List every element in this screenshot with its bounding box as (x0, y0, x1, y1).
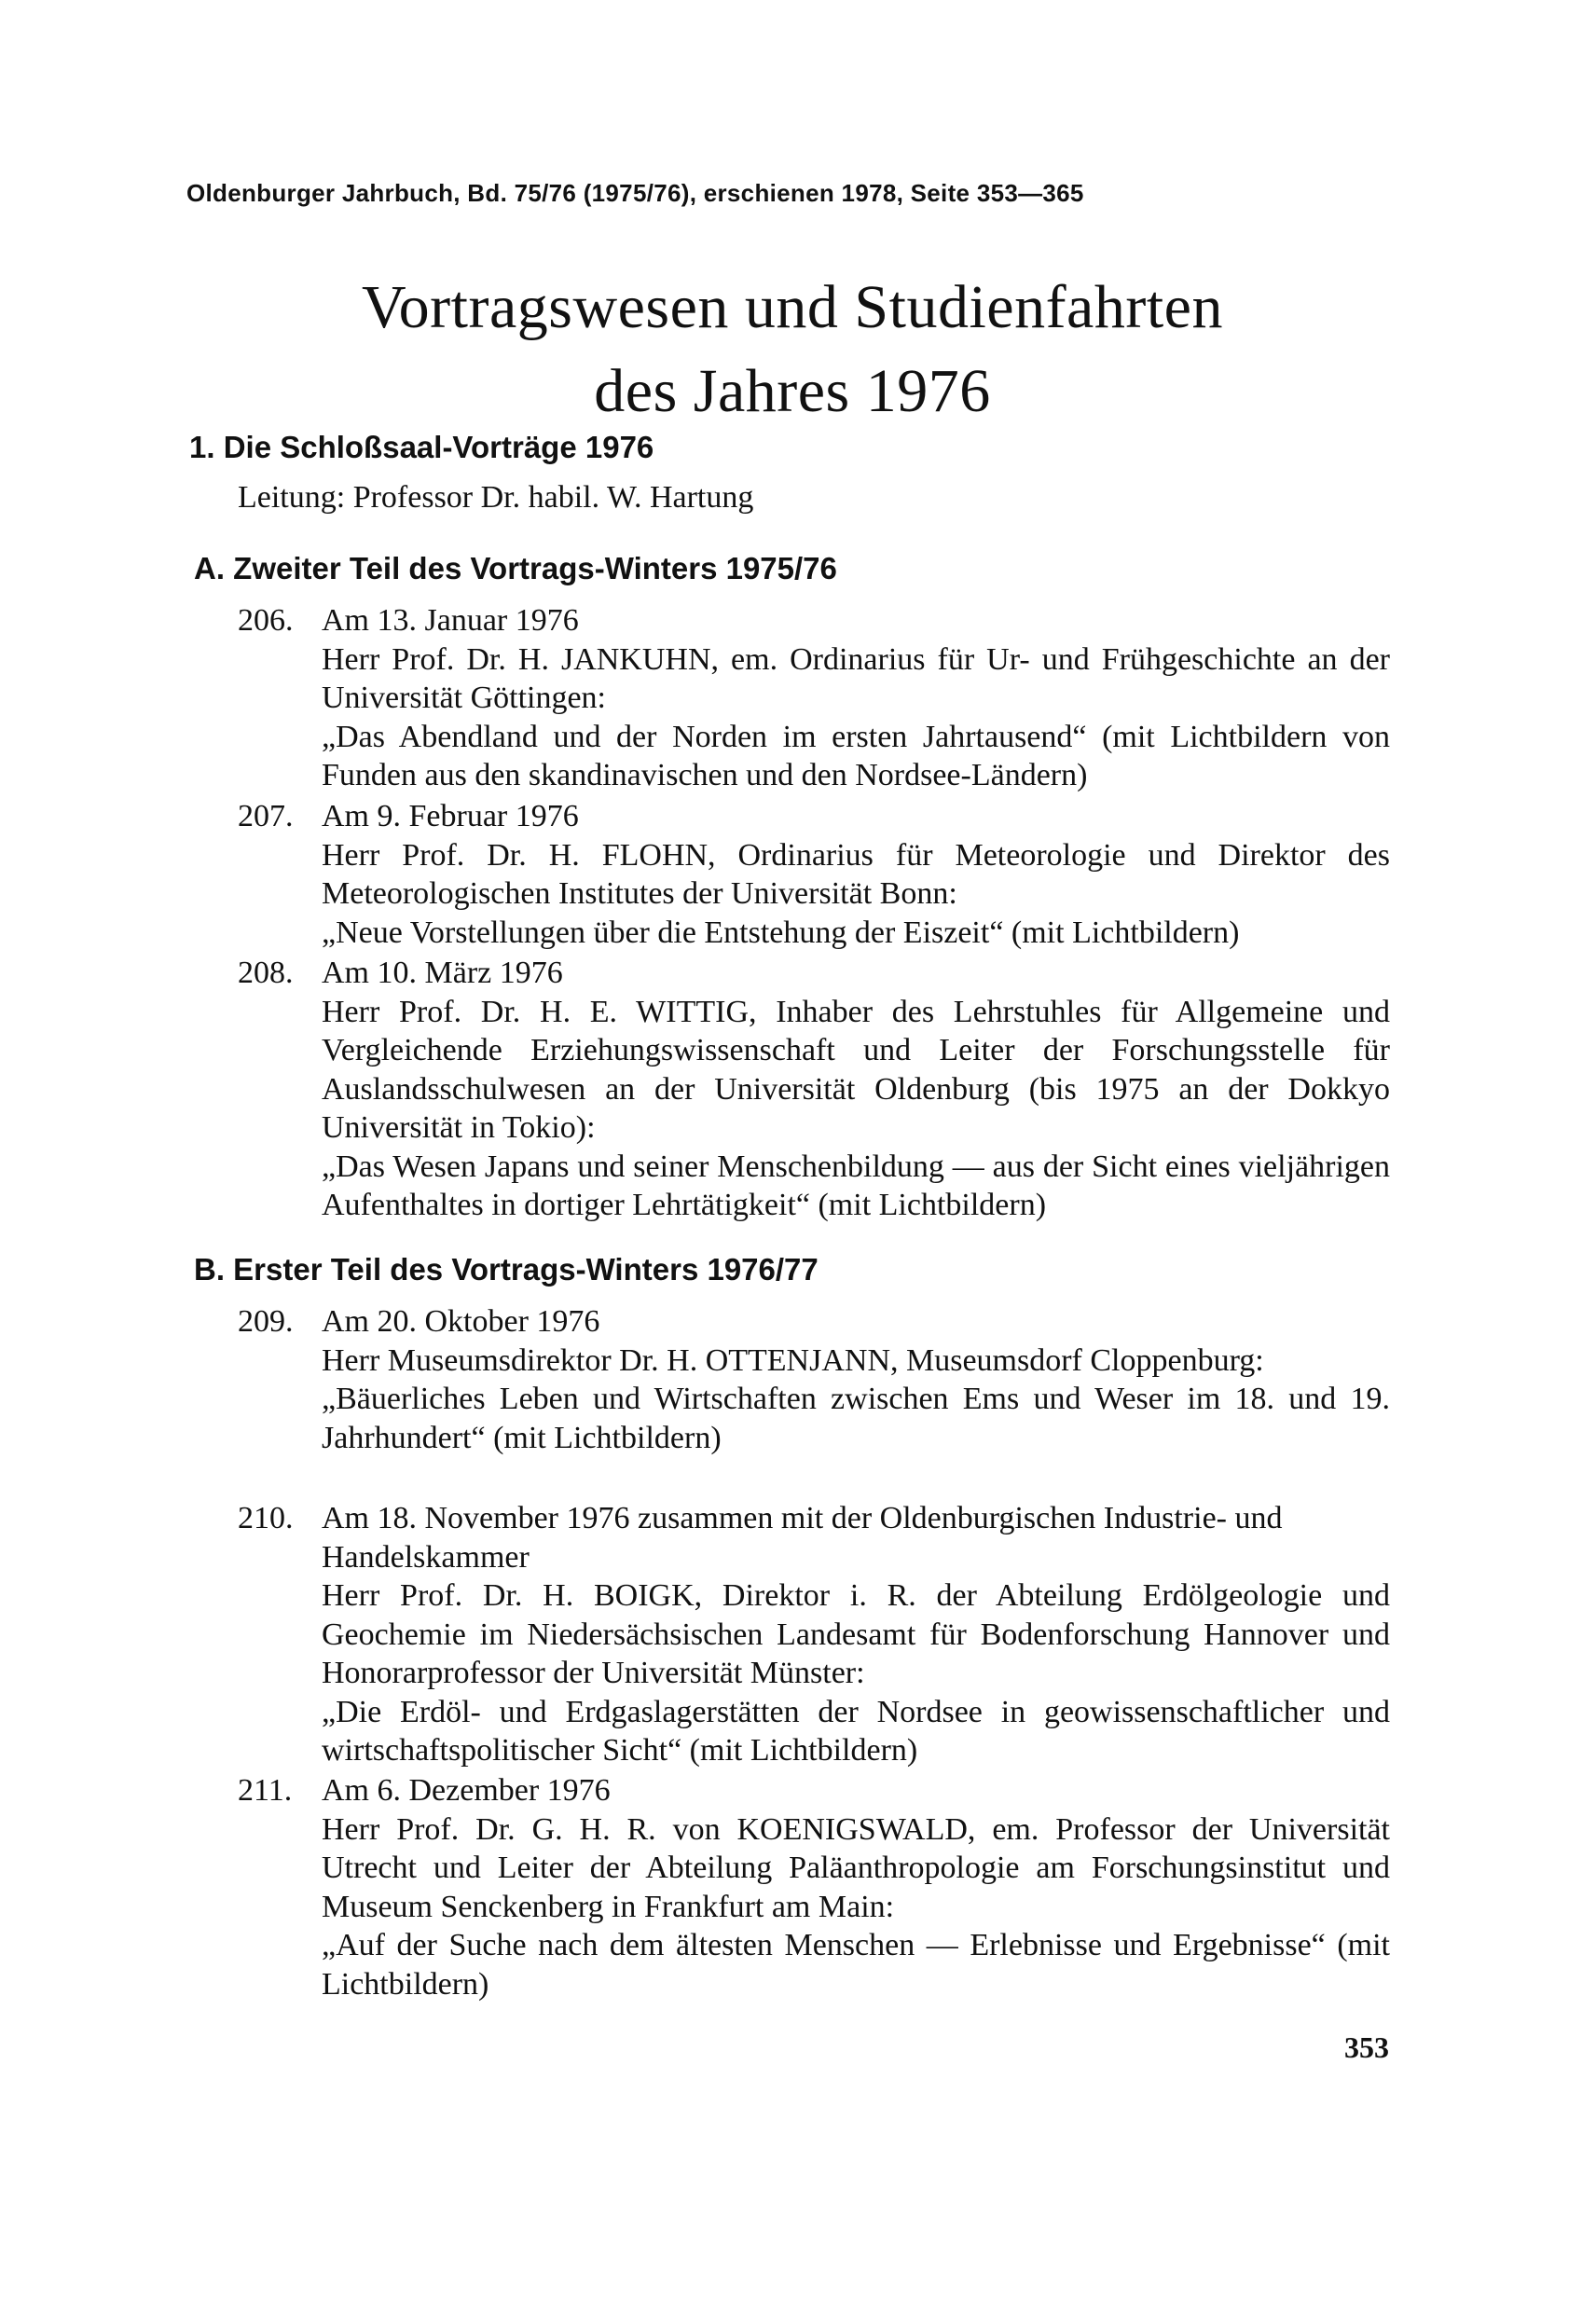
entry-lecture: „Neue Vorstellungen über die Entstehung der Eiszeit“ (mit Lichtbildern) (322, 915, 1240, 950)
entry-speaker: Herr Prof. Dr. H. FLOHN, Ordinarius für Meteorologie und Direktor des Meteorologischen Institutes der Universität Bonn: (322, 837, 1390, 911)
entry-speaker: Herr Prof. Dr. H. E. WITTIG, Inhaber des Lehrstuhles für Allgemeine und Vergleichende Erziehungswissenschaft und Leiter der Forschungsstelle für Auslandsschulwesen an der Universität Oldenburg (bis 1975 an der Dokkyo Universität in Tokio): (322, 994, 1390, 1145)
title-line-2: des Jahres 1976 (594, 357, 991, 425)
entry-lecture: „Bäuerliches Leben und Wirtschaften zwischen Ems und Weser im 18. und 19. Jahrhundert“ (mit Lichtbildern) (322, 1382, 1390, 1455)
entry-number: 211. (238, 1773, 293, 1808)
page-number: 353 (1344, 2030, 1389, 2064)
section-heading-b: B. Erster Teil des Vortrags-Winters 1976/77 (194, 1252, 819, 1287)
lecture-entry-208 (238, 954, 1390, 1225)
entry-speaker: Herr Prof. Dr. G. H. R. von KOENIGSWALD, em. Professor der Universität Utrecht und Leiter der Abteilung Paläanthropologie am Forschungsinstitut und Museum Senckenberg in Frankfurt am Main: (322, 1811, 1390, 1924)
entry-lecture: „Das Wesen Japans und seiner Menschenbildung — aus der Sicht eines vieljährigen Aufenthaltes in dortiger Lehrtätigkeit“ (mit Lichtbildern) (322, 1149, 1390, 1222)
entry-speaker: Herr Prof. Dr. H. JANKUHN, em. Ordinarius für Ur- und Frühgeschichte an der Universität Göttingen: (322, 641, 1390, 715)
entry-date: Am 18. November 1976 zusammen mit der Oldenburgischen Industrie- und Handelskammer (322, 1501, 1283, 1575)
lecture-entry-211 (238, 1771, 1390, 2003)
entry-speaker: Herr Prof. Dr. H. BOIGK, Direktor i. R. der Abteilung Erdölgeologie und Geochemie im Niedersächsischen Landesamt für Bodenforschung Hannover und Honorarprofessor der Universität Münster: (322, 1578, 1390, 1690)
entry-number: 206. (238, 603, 294, 638)
series-leitung: Leitung: Professor Dr. habil. W. Hartung (238, 480, 754, 515)
lecture-entry-210 (238, 1499, 1390, 1770)
section-heading-a: A. Zweiter Teil des Vortrags-Winters 1975/76 (194, 551, 837, 585)
entry-number: 209. (238, 1304, 294, 1339)
entry-date: Am 20. Oktober 1976 (322, 1304, 600, 1339)
running-head: Oldenburger Jahrbuch, Bd. 75/76 (1975/76), erschienen 1978, Seite 353—365 (186, 179, 1084, 207)
entry-number: 208. (238, 956, 294, 990)
entry-number: 210. (238, 1501, 294, 1535)
entry-date: Am 10. März 1976 (322, 956, 563, 990)
title-line-1: Vortragswesen und Studienfahrten (362, 273, 1223, 341)
entry-number: 207. (238, 799, 294, 833)
entry-speaker: Herr Museumsdirektor Dr. H. OTTENJANN, Museumsdorf Cloppenburg: (322, 1342, 1264, 1378)
lecture-entry-207 (238, 797, 1390, 952)
entry-date: Am 9. Februar 1976 (322, 799, 579, 833)
page-title (186, 266, 1398, 434)
entry-date: Am 13. Januar 1976 (322, 603, 579, 638)
entry-lecture: „Die Erdöl- und Erdgaslagerstätten der Nordsee in geowissenschaftlicher und wirtschaftspolitischer Sicht“ (mit Lichtbildern) (322, 1694, 1390, 1768)
lecture-entry-206 (238, 601, 1390, 795)
entry-date: Am 6. Dezember 1976 (322, 1773, 611, 1808)
entry-lecture: „Das Abendland und der Norden im ersten Jahrtausend“ (mit Lichtbildern von Funden aus den skandinavischen und den Nordsee-Ländern) (322, 719, 1390, 792)
series-heading: 1. Die Schloßsaal-Vorträge 1976 (189, 430, 654, 464)
entry-lecture: „Auf der Suche nach dem ältesten Menschen — Erlebnisse und Ergebnisse“ (mit Lichtbildern) (322, 1928, 1390, 2002)
lecture-entry-209 (238, 1302, 1390, 1457)
